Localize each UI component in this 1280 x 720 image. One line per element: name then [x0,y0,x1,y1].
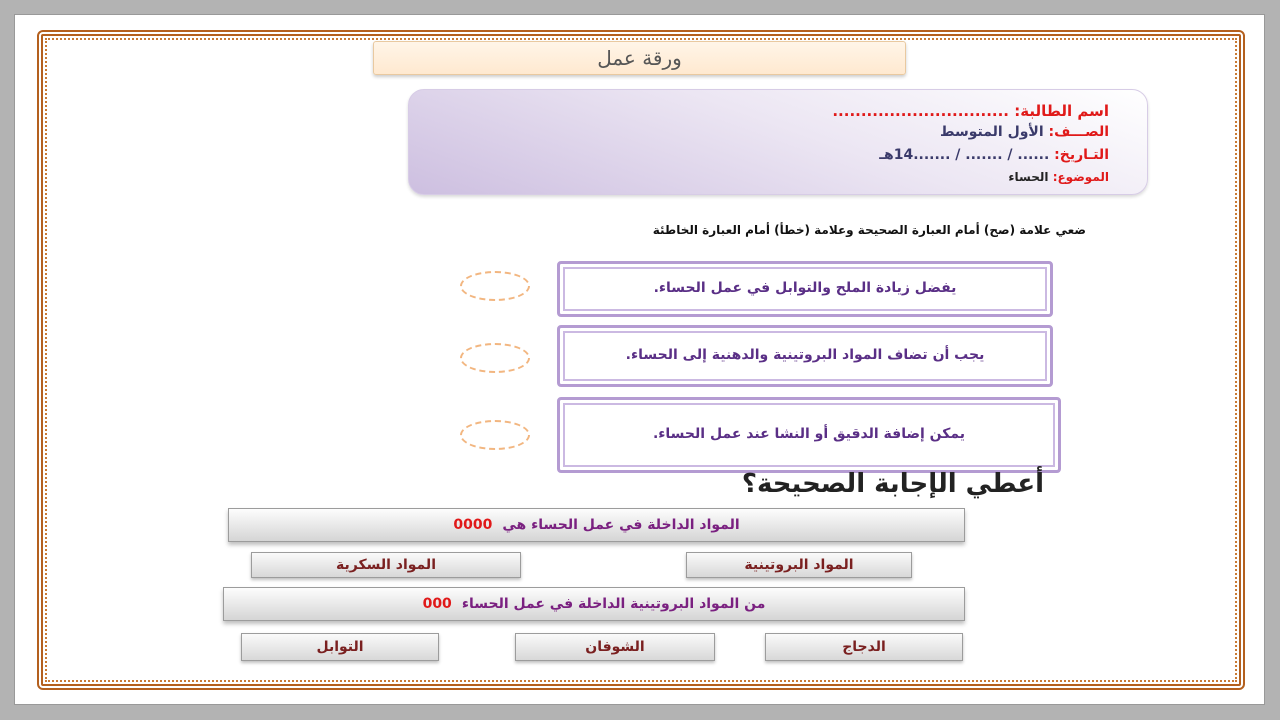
statement-card [557,261,1053,317]
student-name-row [832,102,1109,120]
worksheet-page [14,14,1265,705]
option-button[interactable] [686,552,912,578]
statement-text: يفضل زيادة الملح والتوابل في عمل الحساء. [653,280,957,297]
subject-value: الحساء [1008,170,1049,184]
section2-heading: أعطي الإجابة الصحيحة؟ [741,469,1044,499]
question-bar [223,587,965,621]
statement-card [557,325,1053,387]
student-info-card [408,89,1148,195]
option-label: التوابل [316,639,364,655]
option-button[interactable] [515,633,715,661]
date-label: التـاريخ: [1054,147,1109,163]
student-name-label: اسم الطالبة: [1014,102,1109,120]
statement-text: يجب أن تضاف المواد البروتينية والدهنية إلى الحساء. [625,347,985,364]
option-button[interactable] [765,633,963,661]
class-label: الصـــف: [1048,124,1109,140]
instruction-text: ضعي علامة (صح) أمام العبارة الصحيحة وعلامة (خطأ) أمام العبارة الخاطئة [652,223,1086,237]
answer-blank[interactable]: 000 [422,596,452,612]
worksheet-title: ورقة عمل [373,41,906,75]
answer-circle[interactable] [460,271,530,301]
option-label: الشوفان [585,639,645,655]
answer-circle[interactable] [460,343,530,373]
option-button[interactable] [241,633,439,661]
date-row [879,147,1109,163]
option-label: المواد البروتينية [744,557,854,573]
class-row [940,124,1109,140]
answer-circle[interactable] [460,420,530,450]
question-text: من المواد البروتينية الداخلة في عمل الحساء [461,596,766,612]
subject-row [1008,170,1109,184]
statement-card [557,397,1061,473]
date-value[interactable]: ...... / ....... / .......14هـ [879,147,1050,163]
option-label: الدجاج [842,639,886,655]
question-text: المواد الداخلة في عمل الحساء هي [502,517,740,533]
student-name-blank[interactable]: ............................... [832,102,1010,120]
option-label: المواد السكرية [336,557,436,573]
class-value: الأول المتوسط [940,124,1044,140]
answer-blank[interactable]: 0000 [453,517,493,533]
subject-label: الموضوع: [1052,170,1109,184]
option-button[interactable] [251,552,521,578]
statement-text: يمكن إضافة الدقيق أو النشا عند عمل الحساء. [652,426,966,443]
question-bar [228,508,965,542]
